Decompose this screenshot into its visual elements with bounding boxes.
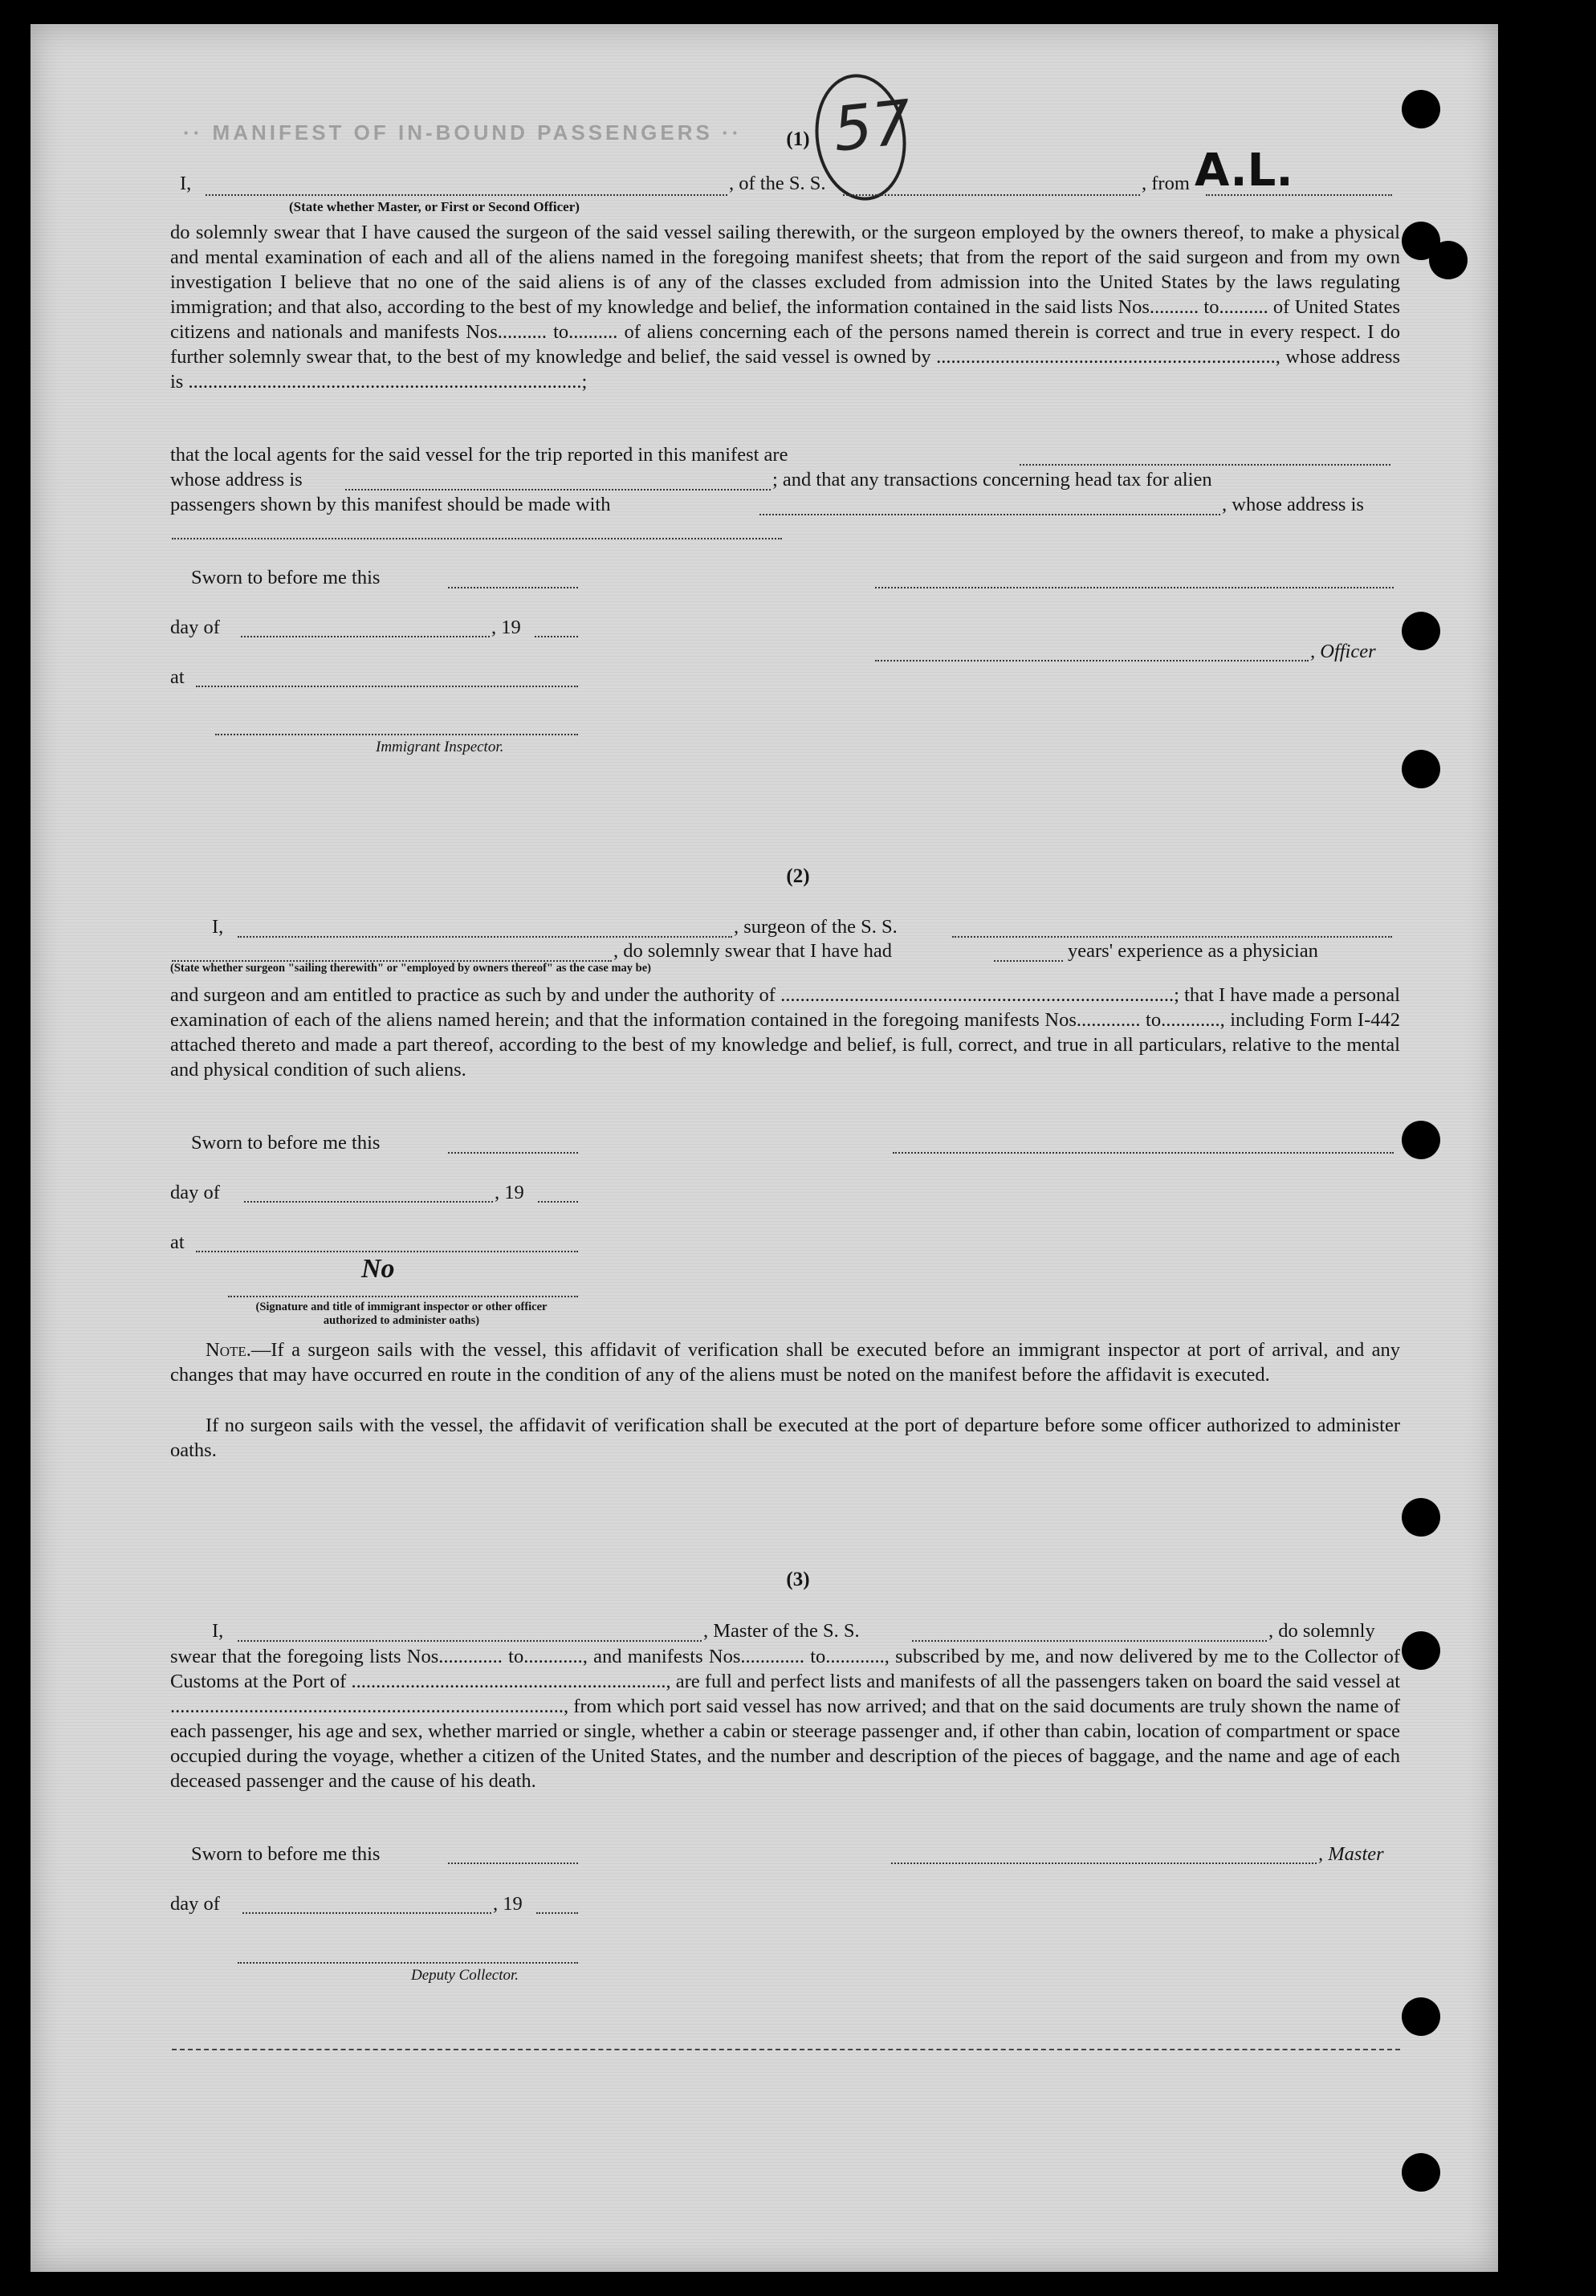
- s1-head-tax-field[interactable]: [759, 514, 1220, 515]
- s1-from-field[interactable]: [1206, 194, 1392, 196]
- bleed-through-heading: ·· MANIFEST OF IN-BOUND PASSENGERS ··: [183, 120, 743, 145]
- s1-agents-field[interactable]: [1020, 464, 1390, 466]
- s3-master-label: , Master: [1318, 1843, 1384, 1865]
- s2-surgeon-caption: (State whether surgeon "sailing therewith" or "employed by owners thereof" as the case may be): [170, 962, 651, 975]
- s1-sworn-label: Sworn to before me this: [191, 567, 381, 588]
- s2-year-label: , 19: [495, 1182, 524, 1203]
- s3-vessel-field-line: [912, 1640, 1267, 1642]
- s1-officer-label: , Officer: [1310, 641, 1376, 662]
- s1-rank-field[interactable]: [206, 194, 727, 196]
- s2-years-label: years' experience as a physician: [1068, 940, 1318, 962]
- s3-deputy-signature-field[interactable]: [238, 1962, 578, 1964]
- binder-hole: [1402, 1631, 1440, 1670]
- s1-at-label: at: [170, 666, 185, 688]
- s1-rank-caption: (State whether Master, or First or Second Officer): [289, 199, 580, 214]
- s3-deputy-label: Deputy Collector.: [411, 1967, 519, 1984]
- s1-oath-body: do solemnly swear that I have caused the surgeon of the said vessel sailing therewith, or the surgeon employed by the owners thereof, to make a physical and mental examination of each and all of the aliens named in the foregoing manifest sheets; that from the report of the said surgeon and from my own investigation I believe that no one of the said aliens is of any of the classes excluded from admission into the United States by the laws regulating immigration; and that also, according to the best of my knowledge and belief, the information contained in the said lists Nos.......... to.......... of United States citizens and nationals and manifests Nos.......... to.......... of aliens concerning each of the persons named therein is correct and true in every respect. I do further solemnly swear that, to the best of my knowledge and belief, the said vessel is owned by ....................................................................., whose address is ................................................................................;: [170, 222, 1400, 393]
- s1-agents-label: that the local agents for the said vessel for the trip reported in this manifest are: [170, 444, 788, 466]
- bottom-rule: [172, 2049, 1400, 2050]
- s3-day-field[interactable]: [242, 1912, 491, 1914]
- s1-from-label: , from: [1142, 173, 1190, 194]
- s3-sworn-label: Sworn to before me this: [191, 1843, 381, 1865]
- s2-note-1-text: —If a surgeon sails with the vessel, this affidavit of verification shall be executed before an immigrant inspector at port of arrival, and any changes that may have occurred en route in the condition of any of the aliens must be noted on the manifest before the affidavit is executed.: [170, 1339, 1400, 1386]
- s1-head-tax-label: ; and that any transactions concerning head tax for alien: [772, 469, 1212, 491]
- binder-hole: [1402, 750, 1440, 788]
- binder-hole: [1402, 612, 1440, 650]
- s1-year-field[interactable]: [535, 636, 578, 637]
- s3-i-label: I,: [212, 1620, 224, 1642]
- binder-hole: [1402, 1997, 1440, 2036]
- s2-at-field[interactable]: [196, 1251, 578, 1252]
- s2-day-label: day of: [170, 1182, 220, 1203]
- s2-at-label: at: [170, 1231, 185, 1253]
- s3-oath-body: swear that the foregoing lists Nos............. to............, and manifests Nos............. to............, subscribed by me, and now delivered by me to the Collector of Customs at the Port of ................................................................, are full and perfect lists and manifests of all the passengers taken on board the said vessel at ................................................................................, from which port said vessel has now arrived; and that on the said documents are truly shown the name of each passenger, his age and sex, whether married or single, whether a cabin or steerage passenger and, if other than cabin, location of compartment or space occupied during the voyage, whether a citizen of the United States, and the number and description of the pieces of baggage, and the name and age of each deceased passenger and the cause of his death.: [170, 1646, 1400, 1792]
- s2-note-1: [170, 1337, 1400, 1387]
- s1-vessel-field[interactable]: [843, 194, 1140, 196]
- s1-i-label: I,: [180, 173, 192, 194]
- s2-day-field[interactable]: [244, 1201, 493, 1203]
- s3-master-signature-field[interactable]: [891, 1862, 1317, 1864]
- s2-i-label: I,: [212, 916, 224, 938]
- s2-handwritten-initials: No: [361, 1254, 395, 1284]
- s1-whose-address-is-label: , whose address is: [1222, 494, 1364, 515]
- s1-of-ss-label: , of the S. S.: [729, 173, 826, 194]
- s1-signature-field[interactable]: [875, 587, 1394, 588]
- s2-sworn-field[interactable]: [448, 1152, 578, 1154]
- s3-master-of-label: , Master of the S. S.: [703, 1620, 860, 1642]
- s1-whose-address-label: whose address is: [170, 469, 303, 491]
- s1-inspector-label: Immigrant Inspector.: [376, 739, 504, 755]
- s2-surgeon-name-field[interactable]: [238, 936, 732, 938]
- binder-hole: [1402, 2153, 1440, 2192]
- s1-at-field[interactable]: [196, 686, 578, 687]
- s2-signature-field[interactable]: [893, 1152, 1394, 1154]
- s2-year-field[interactable]: [538, 1201, 578, 1203]
- s2-officer-signature-field[interactable]: [228, 1296, 578, 1297]
- s1-inspector-signature-field[interactable]: [215, 734, 578, 735]
- s2-sworn-label: Sworn to before me this: [191, 1132, 381, 1154]
- s3-year-label: , 19: [493, 1893, 523, 1915]
- s1-agents-address-field[interactable]: [345, 489, 771, 491]
- binder-hole: [1402, 1121, 1440, 1159]
- s1-day-label: day of: [170, 617, 220, 638]
- s2-oath-body: and surgeon and am entitled to practice as such by and under the authority of ................................................................................; that I have made a personal examination of each of the aliens named herein; and that the information contained in the foregoing manifests Nos............. to............, including Form I-442 attached thereto and made a part thereof, according to the best of my knowledge and belief, is full, correct, and true in all particulars, relative to the mental and physical condition of such aliens.: [170, 984, 1400, 1081]
- s3-day-label: day of: [170, 1893, 220, 1915]
- s2-swear-label: , do solemnly swear that I have had: [613, 940, 892, 962]
- s1-day-field[interactable]: [241, 636, 490, 637]
- section-3-number: (3): [786, 1569, 810, 1590]
- s3-sworn-field[interactable]: [448, 1862, 578, 1864]
- s3-master-name-field[interactable]: [238, 1640, 702, 1642]
- s2-note-2: If no surgeon sails with the vessel, the affidavit of verification shall be executed at the port of departure before some officer authorized to administer oaths.: [170, 1415, 1400, 1461]
- s2-note-label: Note.: [206, 1339, 251, 1361]
- s3-do-solemnly-label: , do solemnly: [1268, 1620, 1375, 1642]
- binder-hole: [1429, 241, 1468, 279]
- s2-signature-caption: (Signature and title of immigrant inspector or other officer authorized to administer oaths): [255, 1301, 548, 1327]
- s1-passengers-label: passengers shown by this manifest should be made with: [170, 494, 611, 515]
- stamp-number: 57: [829, 86, 915, 165]
- s1-sworn-field[interactable]: [448, 587, 578, 588]
- s2-years-field[interactable]: [994, 960, 1063, 962]
- section-2-number: (2): [786, 865, 810, 887]
- document-page: [31, 24, 1498, 2272]
- section-1-number: (1): [786, 128, 810, 150]
- s1-year-label: , 19: [491, 617, 521, 638]
- binder-hole: [1402, 1498, 1440, 1537]
- s2-surgeon-of-label: , surgeon of the S. S.: [734, 916, 898, 938]
- s2-vessel-field[interactable]: [952, 936, 1392, 938]
- s1-head-tax-address-field[interactable]: [172, 538, 782, 539]
- binder-hole: [1402, 90, 1440, 128]
- handwritten-mark: A.L.: [1195, 145, 1293, 197]
- s1-officer-field[interactable]: [875, 660, 1309, 662]
- s3-year-field[interactable]: [536, 1912, 578, 1914]
